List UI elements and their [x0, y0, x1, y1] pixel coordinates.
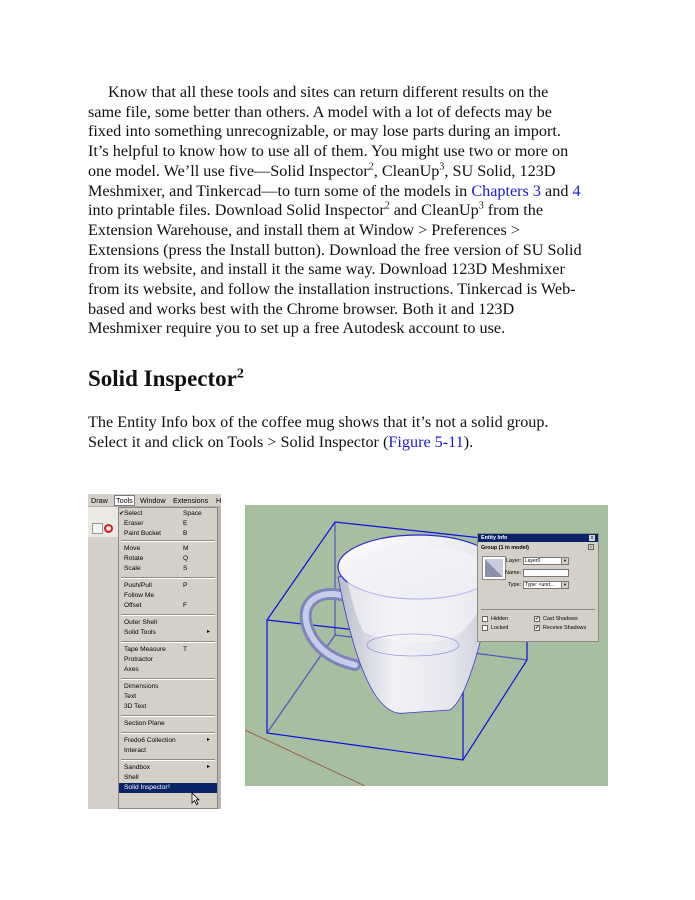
menu-item-shortcut: F [183, 602, 188, 609]
coffee-mug-screenshot [245, 505, 608, 786]
receive-shadows-label: Receive Shadows [543, 625, 587, 631]
menu-separator [121, 577, 215, 579]
superscript: 2 [368, 161, 374, 173]
divider [481, 609, 595, 610]
text-run: and [541, 181, 573, 200]
para1-line: Know that all these tools and sites can return different results on the [108, 83, 549, 101]
section-heading [88, 366, 244, 392]
menu-item[interactable] [119, 544, 217, 554]
menu-item-label: Move [124, 545, 141, 552]
menu-draw[interactable]: Draw [91, 496, 108, 505]
heading-text: Solid Inspector [88, 366, 237, 391]
entity-info-panel [477, 533, 599, 642]
menu-item-label: Interact [124, 747, 146, 754]
menu-item-label: Sandbox [124, 764, 151, 771]
submenu-arrow-icon: ▸ [207, 764, 211, 770]
chapters-3-link[interactable]: Chapters 3 [471, 181, 541, 200]
menu-item-label: Follow Me [124, 592, 155, 599]
text-run: , CleanUp [373, 161, 440, 180]
menu-item-label: Fredo6 Collection [124, 737, 176, 744]
chevron-down-icon[interactable]: ▼ [561, 558, 568, 564]
close-icon[interactable]: x [590, 535, 594, 541]
menu-separator [121, 759, 215, 761]
menu-item-shortcut: E [183, 520, 188, 527]
menu-item[interactable] [119, 773, 217, 783]
menu-separator [121, 641, 215, 643]
type-select[interactable] [523, 581, 569, 589]
menu-item[interactable] [119, 682, 217, 692]
text-run: into printable files. Download Solid Inspector [88, 201, 385, 220]
name-input[interactable] [523, 569, 569, 577]
menu-separator [121, 732, 215, 734]
type-value: Type: <und... [525, 582, 555, 588]
superscript: 3 [478, 200, 484, 212]
menu-item[interactable] [119, 665, 217, 675]
menu-item[interactable] [119, 692, 217, 702]
menu-item-label: Paint Bucket [124, 530, 162, 537]
menu-item[interactable] [119, 564, 217, 574]
menu-item[interactable] [119, 655, 217, 665]
type-label: Type: [507, 582, 521, 588]
text-run: , SU Solid, 123D [444, 161, 556, 180]
para2-line [88, 433, 613, 453]
para1-line: It’s helpful to know how to use all of them. You might use two or more on [88, 142, 569, 161]
menu-item-label: Solid Tools [124, 629, 156, 636]
stop-icon[interactable] [104, 524, 113, 533]
menu-item-label: Shell [124, 774, 139, 781]
group-label: Group (1 in model) [481, 545, 529, 551]
menu-item-shortcut: Q [183, 555, 189, 562]
menu-item-label: Select [124, 510, 143, 517]
menu-item-label: Eraser [124, 520, 144, 527]
checkbox-box[interactable] [482, 616, 488, 622]
pin-icon[interactable]: ▪ [588, 544, 594, 550]
menu-item[interactable] [119, 783, 217, 793]
figure-5-11-link[interactable]: Figure 5-11 [388, 432, 464, 451]
layer-label: Layer: [506, 558, 521, 564]
para1-line: based and works best with the Chrome browser. Both it and 123D [88, 299, 515, 318]
name-label: Name: [505, 570, 521, 576]
menu-item[interactable] [119, 618, 217, 628]
checkmark-icon: ✔ [119, 511, 125, 517]
menu-item[interactable] [119, 519, 217, 529]
menu-separator [121, 715, 215, 717]
menu-item[interactable] [119, 529, 217, 539]
menu-item-shortcut: S [183, 565, 188, 572]
menu-item[interactable] [119, 628, 217, 638]
menu-item[interactable] [119, 601, 217, 611]
menu-item[interactable] [119, 719, 217, 729]
figure-intro-paragraph [88, 413, 613, 452]
menu-item[interactable] [119, 736, 217, 746]
menu-separator [121, 540, 215, 542]
menu-extensions[interactable]: Extensions [173, 496, 209, 505]
para1-line [88, 201, 613, 221]
para1-line: same file, some better than others. A model with a lot of defects may be [88, 102, 552, 121]
menu-window[interactable]: Window [140, 496, 166, 505]
menu-item-label: Axes [124, 666, 139, 673]
text-run: Select it and click on Tools > Solid Inspector ( [88, 432, 389, 451]
menu-item-label: Solid Inspector² [124, 784, 170, 791]
tools-dropdown [118, 507, 218, 809]
text-run: Meshmixer, and Tinkercad—to turn some of the models in [88, 181, 472, 200]
entity-info-titlebar[interactable] [478, 534, 598, 542]
toolbar-tool-icon[interactable] [92, 523, 103, 534]
layer-select[interactable] [523, 557, 569, 565]
menu-separator [121, 678, 215, 680]
para1-line: Meshmixer require you to set up a free Autodesk account to use. [88, 319, 506, 338]
menu-item-shortcut: Space [183, 510, 202, 517]
para1-line: Extensions (press the Install button). Download the free version of SU Solid [88, 240, 582, 259]
text-run: from the [483, 201, 544, 220]
menu-item-label: Push/Pull [124, 582, 152, 589]
menu-item[interactable] [119, 746, 217, 756]
superscript: 3 [439, 161, 445, 173]
menu-item-shortcut: P [183, 582, 188, 589]
submenu-arrow-icon: ▸ [207, 737, 211, 743]
menu-item-label: Section Plane [124, 720, 165, 727]
para1-line: from its website, and install it the same way. Download 123D Meshmixer [88, 260, 565, 279]
menu-item[interactable] [119, 554, 217, 564]
menu-item-label: Dimensions [124, 683, 159, 690]
para1-line: from its website, and follow the installation instructions. Tinkercad is Web- [88, 280, 576, 299]
menu-bar [88, 494, 221, 507]
submenu-arrow-icon: ▸ [207, 629, 211, 635]
para1-line [88, 182, 613, 202]
menu-item-label: 3D Text [124, 703, 147, 710]
text-run: and CleanUp [389, 201, 479, 220]
checkbox-box[interactable] [482, 625, 488, 631]
entity-info-title: Entity Info [481, 535, 508, 541]
menu-item-label: Outer Shell [124, 619, 157, 626]
intro-paragraph [88, 83, 613, 339]
menu-item[interactable] [119, 645, 217, 655]
para1-line: Extension Warehouse, and install them at Window > Preferences > [88, 220, 520, 239]
para1-line: fixed into something unrecognizable, or may lose parts during an import. [88, 122, 561, 141]
text-run: one model. We’ll use five—Solid Inspector [88, 161, 369, 180]
menu-item-label: Offset [124, 602, 142, 609]
locked-label: Locked [491, 625, 509, 631]
menu-item-shortcut: T [183, 646, 188, 653]
para2-line: The Entity Info box of the coffee mug shows that it’s not a solid group. [88, 413, 549, 431]
checkmark-icon[interactable]: ✔ [535, 625, 540, 631]
heading-superscript: 2 [236, 366, 244, 382]
menu-item[interactable] [119, 702, 217, 712]
layer-value: Layer0 [525, 558, 541, 564]
menu-separator [121, 614, 215, 616]
menu-help[interactable]: H [216, 496, 221, 505]
superscript: 2 [384, 200, 390, 212]
tools-menu-screenshot [88, 494, 221, 809]
menu-item[interactable] [119, 509, 217, 519]
menu-item-shortcut: M [183, 545, 189, 552]
chevron-down-icon[interactable]: ▼ [561, 582, 568, 588]
hidden-label: Hidden [491, 616, 509, 622]
toolbar-strip [88, 507, 118, 537]
menu-item[interactable] [119, 581, 217, 591]
menu-item-shortcut: B [183, 530, 188, 537]
mouse-cursor-icon [191, 792, 200, 805]
menu-item-label: Tape Measure [124, 646, 166, 653]
cast-shadows-label: Cast Shadows [543, 616, 578, 622]
para1-line [88, 162, 613, 182]
text-run: ). [463, 432, 474, 451]
menu-item-label: Rotate [124, 555, 144, 562]
menu-tools[interactable]: Tools [116, 496, 133, 505]
window-edge [218, 507, 221, 809]
checkmark-icon[interactable]: ✔ [535, 616, 540, 622]
menu-item-label: Protractor [124, 656, 153, 663]
chapter-4-link[interactable]: 4 [572, 181, 581, 200]
menu-item-label: Scale [124, 565, 141, 572]
menu-item[interactable] [119, 591, 217, 601]
menu-item-label: Text [124, 693, 137, 700]
menu-item[interactable] [119, 763, 217, 773]
